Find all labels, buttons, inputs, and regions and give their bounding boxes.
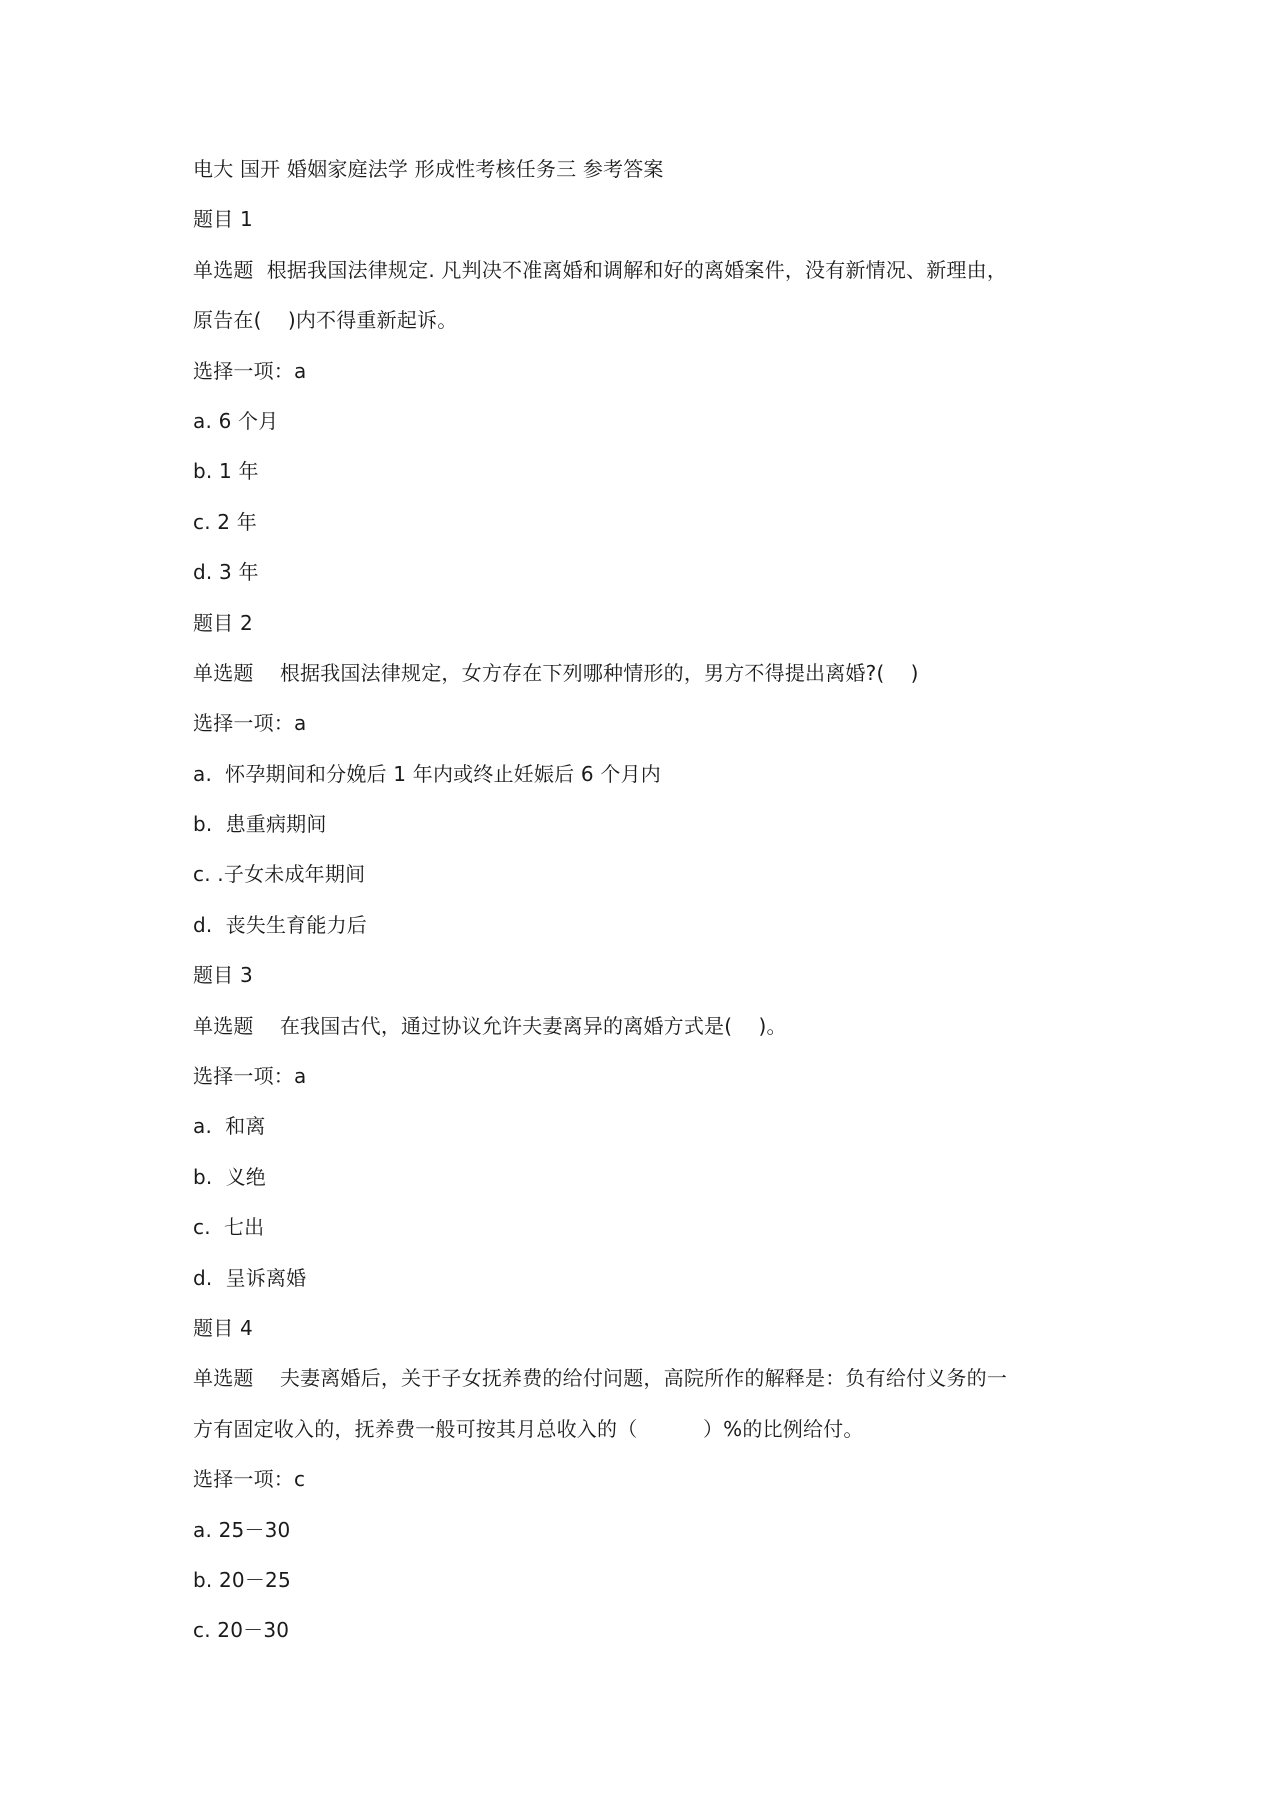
option-a: a. 6 个月 (193, 408, 279, 433)
question-stem: 单选题 夫妻离婚后，关于子女抚养费的给付问题，高院所作的解释是：负有给付义务的一 (193, 1366, 1008, 1391)
option-c: c. 七出 (193, 1215, 265, 1240)
option-b: b. 患重病期间 (193, 812, 327, 837)
question-stem: 方有固定收入的，抚养费一般可按其月总收入的（ ）%的比例给付。 (193, 1416, 864, 1441)
answer-line: 选择一项：a (193, 358, 307, 383)
option-b: b. 义绝 (193, 1164, 266, 1189)
question-heading: 题目 4 (193, 1315, 253, 1340)
option-a: a. 和离 (193, 1114, 266, 1139)
option-a: a. 怀孕期间和分娩后 1 年内或终止妊娠后 6 个月内 (193, 761, 662, 786)
question-stem: 单选题 根据我国法律规定. 凡判决不准离婚和调解和好的离婚案件，没有新情况、新理由， (193, 257, 1008, 282)
question-stem: 单选题 根据我国法律规定，女方存在下列哪种情形的，男方不得提出离婚?( ) (193, 660, 919, 685)
option-a: a. 25－30 (193, 1517, 291, 1542)
answer-line: 选择一项：a (193, 1064, 307, 1089)
option-b: b. 20－25 (193, 1567, 291, 1592)
question-stem: 单选题 在我国古代，通过协议允许夫妻离异的离婚方式是( )。 (193, 1013, 787, 1038)
question-heading: 题目 1 (193, 207, 253, 232)
option-d: d. 丧失生育能力后 (193, 912, 367, 937)
document-page (193, 157, 1093, 1669)
option-d: d. 3 年 (193, 560, 259, 585)
option-b: b. 1 年 (193, 459, 259, 484)
question-heading: 题目 2 (193, 610, 253, 635)
option-c: c. .子女未成年期间 (193, 862, 366, 887)
option-c: c. 20－30 (193, 1618, 290, 1643)
document-title: 电大 国开 婚姻家庭法学 形成性考核任务三 参考答案 (193, 157, 664, 181)
answer-line: 选择一项：a (193, 711, 307, 736)
option-d: d. 呈诉离婚 (193, 1265, 307, 1290)
answer-line: 选择一项：c (193, 1467, 306, 1492)
question-heading: 题目 3 (193, 963, 253, 988)
option-c: c. 2 年 (193, 509, 257, 534)
question-stem: 原告在( )内不得重新起诉。 (193, 308, 458, 333)
